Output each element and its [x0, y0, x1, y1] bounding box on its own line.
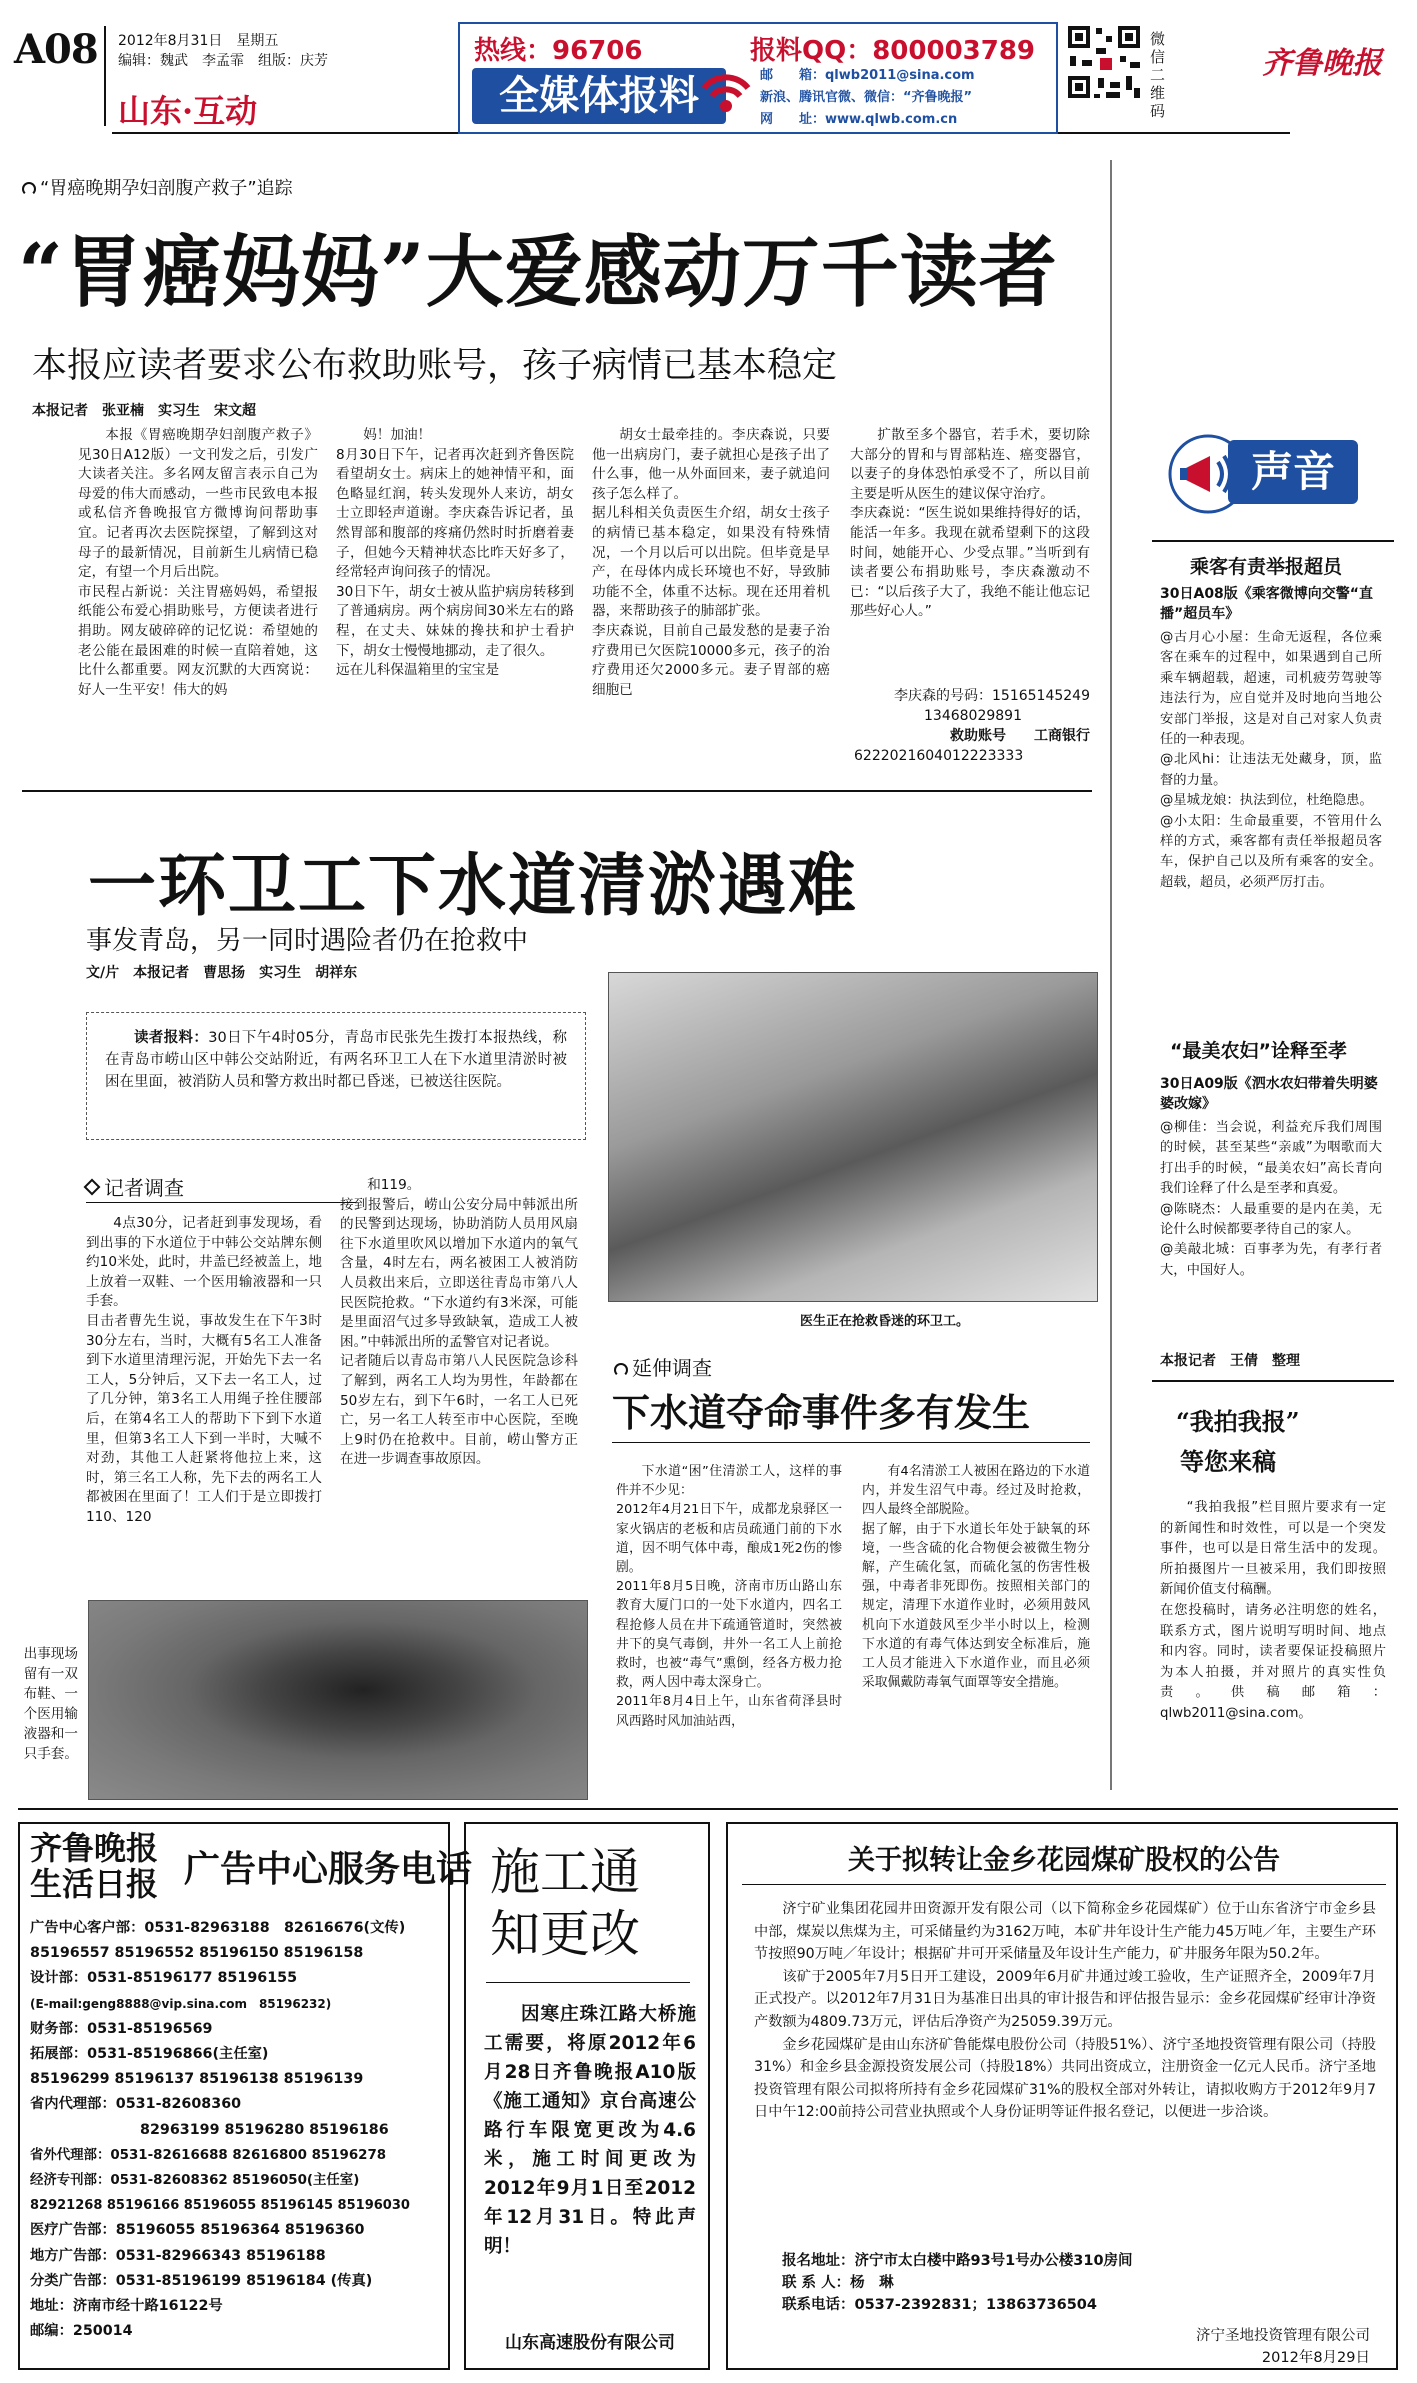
story1-kicker — [22, 174, 293, 200]
transfer-para: 金乡花园煤矿是由山东济矿鲁能煤电股份公司（持股51%）、济宁圣地投资管理有限公司（持股31%）和金乡县金源投资发展公司（持股18%）共同出资成立，注册资金一亿元人民币。济宁圣地投资管理有限公司拟将所持有金乡花园煤矿31%的股权全部对外转让，请拟收购方于2012年9月7日中午12:00前持公司营业执照或个人身份证明等证件报名登记，以便进一步洽谈。 — [754, 2036, 1376, 2121]
voice-badge-label: 声音 — [1228, 440, 1358, 504]
story1-kicker-text: “胃癌晚期孕妇剖腹产救子”追踪 — [40, 178, 293, 199]
donation-account-number: 6222021604012223333 — [854, 748, 1024, 764]
ipai-title-1: “我拍我报” — [1176, 1407, 1300, 1436]
donation-phone-2: 13468029891 — [924, 708, 1022, 724]
extension-headline: 下水道夺命事件多有发生 — [612, 1390, 1031, 1435]
construction-title-2: 知更改 — [490, 1905, 640, 1963]
ad-line: 拓展部：0531-85196866(主任室) — [30, 2046, 269, 2063]
transfer-para: 济宁矿业集团花园井田资源开发有限公司（以下简称金乡花园煤矿）位于山东省济宁市金乡县中部，煤炭以焦煤为主，可采储量约为3162万吨，本矿井年设计生产能力45万吨／年，主要生产环节按照90万吨／年设计；根据矿井可开采储量及年设计生产能力，矿井服务年限为50.2年。 — [754, 1901, 1376, 1963]
masthead-divider — [104, 26, 106, 126]
voice-body-2: @柳佳：当会说，利益充斥我们周围的时候，甚至某些“亲戚”为咽歌而大打出手的时候，“最美农妇”高长青向我们诠释了什么是至孝和真爱。 @陈晓杰：人最重要的是内在美，无论什么时候都要孝待自己的家人。 @美敲北城：百事孝为先，有孝行者大，中国好人。 — [1160, 1120, 1382, 1278]
paper-logo: 齐鲁晚报 — [1262, 46, 1382, 81]
transfer-body — [754, 1898, 1376, 2124]
ad-service-lines — [30, 1916, 444, 2344]
hotline-banner — [458, 22, 1058, 134]
ad-service-box — [18, 1822, 473, 2370]
transfer-contact-address: 报名地址：济宁市太白楼中路93号1号办公楼310房间 — [782, 2253, 1133, 2269]
ad-line: 分类广告部：0531-85196199 85196184 (传真) — [30, 2272, 373, 2289]
investigation-label-text: 记者调查 — [104, 1176, 184, 1200]
voice-source-1: 30日A08版《乘客微博向交警“直播”超员车》 — [1160, 586, 1374, 622]
qr-code-icon — [1064, 22, 1144, 130]
construction-title-1: 施工通 — [490, 1843, 640, 1901]
page-rule-ads — [18, 1808, 1398, 1810]
transfer-rule — [742, 1884, 1386, 1885]
photo-scene — [88, 1600, 588, 1800]
masthead — [0, 0, 1417, 148]
ad-line: 医疗广告部：85196055 85196364 85196360 — [30, 2222, 365, 2239]
extension-label-text: 延伸调查 — [632, 1356, 712, 1380]
story2-subhead: 事发青岛，另一同时遇险者仍在抢救中 — [86, 926, 529, 956]
ad-line: 省内代理部：0531-82608360 — [30, 2096, 242, 2113]
kicker-icon-2 — [614, 1363, 628, 1377]
story2-headline: 一环卫工下水道清淤遇难 — [88, 846, 859, 926]
reader-tip-lead: 读者报料： — [134, 1030, 209, 1046]
editors-line: 编辑：魏武 李孟霏 组版：庆芳 — [118, 53, 328, 69]
investigation-label — [86, 1172, 184, 1201]
voice-rule-bottom — [1152, 1380, 1394, 1382]
ad-line: 省外代理部：0531-82616688 82616800 85196278 — [30, 2147, 387, 2163]
donation-phone: 李庆森的号码：15165145249 — [894, 688, 1090, 704]
photo-rescue-caption: 医生正在抢救昏迷的环卫工。 — [800, 1314, 970, 1329]
voice-title-1: 乘客有责举报超员 — [1190, 556, 1343, 578]
transfer-title: 关于拟转让金乡花园煤矿股权的公告 — [848, 1845, 1280, 1876]
photo-rescue — [608, 972, 1098, 1302]
ad-line: 82921268 85196166 85196055 85196145 85196030 — [30, 2198, 410, 2214]
transfer-contacts — [782, 2250, 1382, 2316]
transfer-signer: 济宁圣地投资管理有限公司 — [1196, 2328, 1370, 2344]
ad-line: 邮编：250014 — [30, 2323, 133, 2340]
extension-label — [614, 1352, 712, 1381]
story1-byline: 本报记者 张亚楠 实习生 宋文超 — [32, 403, 256, 419]
kicker-icon — [22, 182, 36, 196]
donation-info — [854, 686, 1090, 766]
reader-tip-text: 30日下午4时05分，青岛市民张先生拨打本报热线，称在青岛市崂山区中韩公交站附近，有两名环卫工人在下水道里清淤时被困在里面，被消防人员和警方救出时都已昏迷，已被送往医院。 — [105, 1030, 568, 1090]
voice-rule-top — [1152, 540, 1394, 542]
construction-signer: 山东高速股份有限公司 — [505, 2333, 675, 2353]
page-number: A08 — [14, 26, 98, 73]
ad-service-title-a: 齐鲁晚报 — [30, 1829, 159, 1867]
story2-col-a: 4点30分，记者赶到事发现场，看到出事的下水道位于中韩公交站牌东侧约10米处，此时，井盖已经被盖上，地上放着一双鞋、一个医用输液器和一只手套。 目击者曹先生说，事故发生在下午3时30分左右，当时，大概有5名工人准备到下水道里清理污泥，开始先下去一名工人，5分钟后，又下去一名工人，过了几分钟，第3名工人用绳子拴住腰部后，在第4名工人的帮助下下到下水道里，但第3名工人下到一半时，大喊不对劲，其他工人赶紧将他拉上来，这时，第三名工人称，先下去的两名工人都被困在里面了！工人们于是立即拨打110、120 — [86, 1215, 322, 1525]
story1-col2: 妈！加油！ 8月30日下午，记者再次赶到齐鲁医院看望胡女士。病床上的她神情平和，面色略显红润，转头发现外人来访，胡女士立即轻声道谢。李庆森告诉记者，虽然胃部和腹部的疼痛仍然时时折磨着妻子，但她今天精神状态比昨天好多了，经常轻声询问孩子的情况。 30日下午，胡女士被从监护病房转移到了普通病房。两个病房间30米左右的路程，在丈夫、妹妹的搀扶和护士看护下，胡女士慢慢地挪动，走了很久。 远在儿科保温箱里的宝宝是 — [336, 427, 574, 679]
donation-account-label: 救助账号 工商银行 — [950, 728, 1090, 744]
ad-line: 85196299 85196137 85196138 85196139 — [30, 2071, 364, 2088]
channels-line: 新浪、腾讯官微、微信：“齐鲁晚报” — [760, 90, 973, 105]
transfer-contact-phone: 联系电话：0537-2392831；13863736504 — [782, 2297, 1097, 2313]
story2-col-b: 和119。 接到报警后，崂山公安分局中韩派出所的民警到达现场，协助消防人员用风扇往下水道里吹风以增加下水道内的氧气含量，4时左右，两名被困工人被消防人员救出来后，立即送往青岛市第八人民医院抢救。“下水道约有3米深，可能是里面沼气过多导致缺氧，造成工人被困。”中韩派出所的孟警官对记者说。 记者随后以青岛市第八人民医院急诊科了解到，两名工人均为男性，年龄都在50岁左右，到下午6时，一名工人已死亡，另一名工人转至市中心医院，至晚上9时仍在抢救中。目前，崂山警方正在进一步调查事故原因。 — [340, 1177, 578, 1468]
story1-col1: 本报《胃癌晚期孕妇剖腹产救子》见30日A12版）一文刊发之后，引发广大读者关注。多名网友留言表示自己为母爱的伟大而感动，一些市民致电本报或私信齐鲁晚报官方微博询问帮助事宜。记者再次去医院探望，了解到这对母子的最新情况，目前新生儿病情已稳定，有望一个月后出院。 市民程占新说：关注胃癌妈妈，希望报纸能公布爱心捐助账号，方便读者进行捐助。网友破碎碎的记忆说：希望她的老公能在最困难的时候一直陪着她，这比什么都重要。网友沉默的大西窝说：好人一生平安！伟大的妈 — [78, 427, 318, 698]
extension-rule — [612, 1442, 1090, 1443]
extension-col-a: 下水道“困”住清淤工人，这样的事件并不少见： 2012年4月21日下午，成都龙泉驿区一家火锅店的老板和店员疏通门前的下水道，因不明气体中毒，酿成1死2伤的惨剧。 2011年8月5日晚，济南市历山路山东教育大厦门口的一处下水道内，四名工程抢修人员在井下疏通管道时，突然被井下的臭气毒倒，井外一名工人上前抢救时，也被“毒气”熏倒，经各方极力抢救，两人因中毒太深身亡。 2011年8月4日上午，山东省荷泽县时风西路时风加油站西， — [616, 1464, 842, 1729]
voice-sidebar — [1110, 160, 1112, 1790]
date-line: 2012年8月31日 星期五 — [118, 33, 279, 49]
story1-col3: 胡女士最牵挂的。李庆森说，只要他一出病房门，妻子就担心是孩子出了什么事，他一从外面回来，妻子就追问孩子怎么样了。 据儿科相关负责医生介绍，胡女士孩子的病情已基本稳定，如果没有特殊情况，一个月以后可以出院。但毕竟是早产，在母体内成长环境也不好，导致肺功能不全，体重不达标。现在还用着机器，来帮助孩子的肺部扩张。 李庆森说，目前自己最发愁的是妻子治疗费用已欠医院10000多元，孩子的治疗费用还欠2000多元。妻子胃部的癌细胞已 — [592, 427, 830, 698]
qq-label: 报料QQ：800003789 — [750, 36, 1036, 66]
extension-col-b: 有4名清淤工人被困在路边的下水道内，并发生沼气中毒。经过及时抢救，四人最终全部脱险。 据了解，由于下水道长年处于缺氧的环境，一些含硫的化合物便会被微生物分解，产生硫化氢，而硫化氢的伤害性极强，中毒者非死即伤。按照相关部门的规定，清理下水道作业时，必须用鼓风机向下水道鼓风至少半小时以上，检测下水道的有毒气体达到安全标准后，施工人员才能进入下水道作业，而且必须采取佩戴防毒氧气面罩等安全措施。 — [862, 1464, 1090, 1691]
story1-bottom-rule — [22, 790, 1092, 792]
ad-line: 广告中心客户部：0531-82963188 82616676(文传) — [30, 1920, 406, 1936]
ad-line: 82963199 85196280 85196186 — [140, 2121, 389, 2138]
voice-badge — [1168, 430, 1358, 516]
voice-byline: 本报记者 王倩 整理 — [1160, 1353, 1300, 1369]
investigation-rule — [86, 1202, 356, 1203]
web-line: 网 址：www.qlwb.com.cn — [760, 112, 958, 127]
ipai-title-2: 等您来稿 — [1180, 1447, 1276, 1476]
construction-rule — [486, 1982, 690, 1983]
construction-body: 因寒庄珠江路大桥施工需要，将原2012年6月28日齐鲁晚报A10版《施工通知》京台高速公路行车限宽更改为4.6米，施工时间更改为2012年9月1日至2012年12月31日。特此声明！ — [484, 2004, 696, 2257]
voice-title-2: “最美农妇”诠释至孝 — [1170, 1040, 1347, 1062]
diamond-icon — [84, 1179, 101, 1196]
transfer-date: 2012年8月29日 — [1261, 2350, 1370, 2366]
hotline-label: 热线：96706 — [474, 36, 643, 66]
story1-col4: 扩散至多个器官，若手术，要切除大部分的胃和与胃部粘连、癌变器官，以妻子的身体恐怕承受不了，所以目前主要是听从医生的建议保守治疗。 李庆森说：“医生说如果维持得好的话，能活一年多。我现在就希望剩下的这段时间，她能开心、少受点罪。”当听到有读者要公布捐助账号，李庆森激动不已：“以后孩子大了，我绝不能让他忘记那些好心人。” — [850, 427, 1090, 620]
reader-tip-box — [86, 1012, 586, 1140]
ad-line: 地址：济南市经十路16122号 — [30, 2298, 223, 2315]
ad-line: (E-mail:geng8888@vip.sina.com 85196232) — [30, 1996, 332, 2011]
photo-scene-caption: 出事现场留有一双布鞋、一个医用输液器和一只手套。 — [23, 1646, 78, 1762]
voice-source-2: 30日A09版《泗水农妇带着失明婆婆改嫁》 — [1160, 1076, 1378, 1112]
transfer-contact-person: 联 系 人：杨 琳 — [782, 2275, 894, 2291]
story1-subhead: 本报应读者要求公布救助账号，孩子病情已基本稳定 — [32, 346, 838, 386]
story2-byline: 文/片 本报记者 曹思扬 实习生 胡祥东 — [86, 965, 358, 981]
ad-line: 85196557 85196552 85196150 85196158 — [30, 1945, 364, 1962]
banner-slogan: 全媒体报料 — [472, 68, 726, 124]
voice-body-1: @古月心小屋：生命无返程，各位乘客在乘车的过程中，如果遇到自己所乘车辆超载，超速，司机疲劳驾驶等违法行为，应自觉并及时地向当地公安部门举报，这是对自己对家人负责任的一种表现。 @北风hi：让违法无处藏身，顶，监督的力量。 @星城龙娘：执法到位，杜绝隐患。 @小太阳：生命最重要，不管用什么样的方式，乘客都有责任举报超员客车，保护自己以及所有乘客的安全。超载，超员，必须严厉打击。 — [1160, 630, 1382, 890]
construction-notice — [464, 1822, 710, 2370]
ad-line: 设计部：0531-85196177 85196155 — [30, 1970, 298, 1987]
transfer-notice — [726, 1822, 1398, 2370]
ad-service-title-c: 广告中心服务电话 — [184, 1848, 473, 1890]
transfer-para: 该矿于2005年7月5日开工建设，2009年6月矿井通过竣工验收，生产证照齐全，2009年7月正式投产。以2012年7月31日为基准日出具的审计报告和评估报告显示：金乡花园煤矿经审计净资产数额为4809.73万元，评估后净资产为25059.39万元。 — [754, 1968, 1376, 2030]
ipai-body: “我拍我报”栏目照片要求有一定的新闻性和时效性，可以是一个突发事件，也可以是日常生活中的发现。所拍摄图片一旦被采用，我们即按照新闻价值支付稿酬。 在您投稿时，请务必注明您的姓名，联系方式，图片说明写明时间、地点和内容。同时，读者要保证投稿照片为本人拍摄，并对照片的真实性负责。供稿邮箱：qlwb2011@sina.com。 — [1160, 1500, 1386, 1721]
ad-line: 财务部：0531-85196569 — [30, 2020, 213, 2037]
story1-headline: “胃癌妈妈”大爱感动万千读者 — [18, 227, 1058, 318]
ad-service-title-b: 生活日报 — [30, 1865, 159, 1903]
ad-line: 经济专刊部：0531-82608362 85196050(主任室) — [30, 2173, 360, 2189]
qr-caption: 微信二维码 — [1150, 30, 1166, 120]
ad-line: 地方广告部：0531-82966343 85196188 — [30, 2247, 326, 2264]
email-line: 邮 箱：qlwb2011@sina.com — [760, 68, 975, 83]
section-title: 山东·互动 — [118, 92, 258, 130]
wifi-icon — [696, 58, 756, 118]
